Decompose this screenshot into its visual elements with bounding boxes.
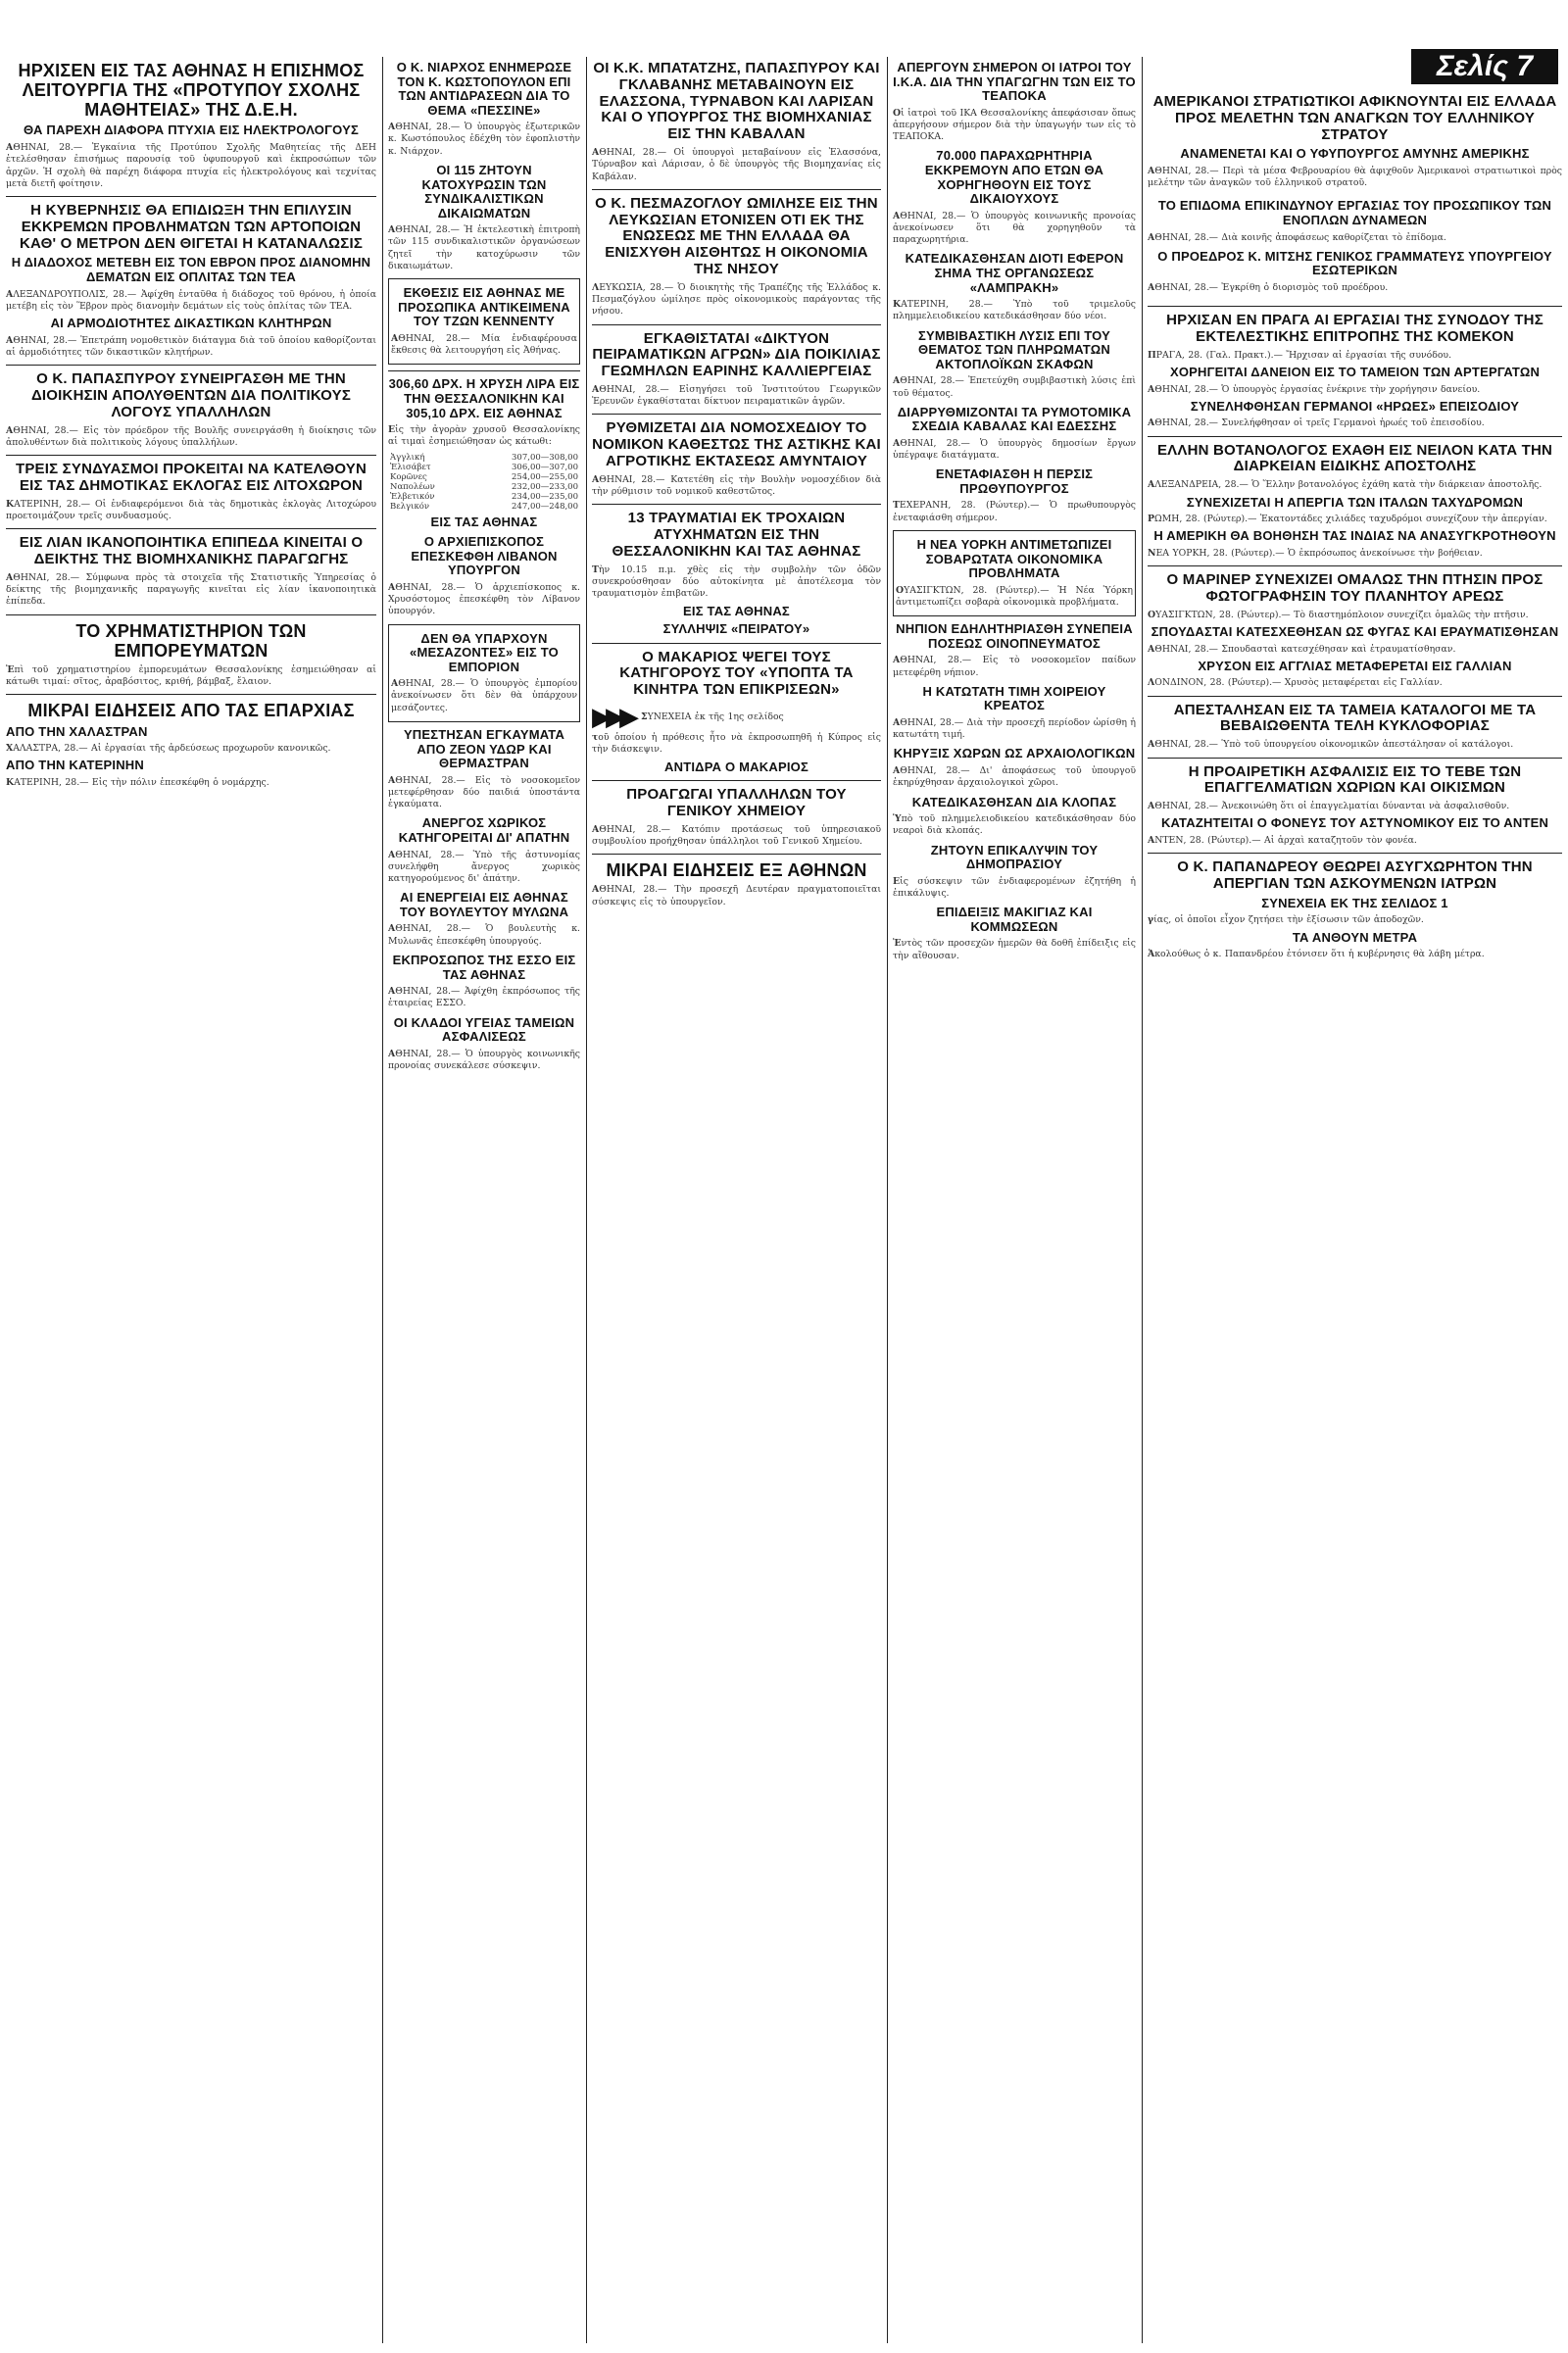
coin-price: 247,00—248,00: [512, 501, 578, 512]
headline: Ο ΑΡΧΙΕΠΙΣΚΟΠΟΣ ΕΠΕΣΚΕΦΘΗ ΛΙΒΑΝΟΝ ΥΠΟΥΡΓΟΝ: [411, 534, 558, 578]
subheadline: ΑΠΟ ΤΗΝ ΚΑΤΕΡΙΝΗΝ: [6, 758, 144, 773]
article: [388, 954, 580, 1010]
headline: Ο ΜΑΡΙΝΕΡ ΣΥΝΕΧΙΖΕΙ ΟΜΑΛΩΣ ΤΗΝ ΠΤΗΣΙΝ ΠΡΟΣ ΦΩΤΟΓΡΑΦΗΣΙΝ ΤΟΥ ΠΛΑΝΗΤΟΥ ΑΡΕΩΣ: [1166, 571, 1544, 605]
headline: ΕΠΙΔΕΙΞΙΣ ΜΑΚΙΓΙΑΖ ΚΑΙ ΚΟΜΜΩΣΕΩΝ: [936, 905, 1093, 934]
article-body: γίας, οἱ ὁποῖοι εἶχον ζητήσει τὴν ἐξίσωσιν τῶν ἀποδοχῶν.: [1148, 914, 1424, 926]
article-body: ΚΑΤΕΡΙΝΗ, 28.— Εἰς τὴν πόλιν ἐπεσκέφθη ὁ νομάρχης.: [6, 776, 270, 788]
article-body: ΚΑΤΕΡΙΝΗ, 28.— Ὑπὸ τοῦ τριμελοῦς πλημμελειοδικείου κατεδικάσθησαν δύο νέοι.: [893, 299, 1136, 322]
article-body: ΤΕΧΕΡΑΝΗ, 28. (Ρώυτερ).— Ὁ πρωθυπουργὸς ἐνεταφιάσθη σήμερον.: [893, 500, 1136, 523]
headline: ΗΡΧΙΣΕΝ ΕΙΣ ΤΑΣ ΑΘΗΝΑΣ Η ΕΠΙΣΗΜΟΣ ΛΕΙΤΟΥΡΓΙΑ ΤΗΣ «ΠΡΟΤΥΠΟΥ ΣΧΟΛΗΣ ΜΑΘΗΤΕΙΑΣ» ΤΗΣ Δ.Ε.Η.: [18, 61, 365, 121]
article: [893, 844, 1136, 901]
headline: ΥΠΕΣΤΗΣΑΝ ΕΓΚΑΥΜΑΤΑ ΑΠΟ ΖΕΟΝ ΥΔΩΡ ΚΑΙ ΘΕΡΜΑΣΤΡΑΝ: [403, 727, 565, 771]
headline: Η ΝΕΑ ΥΟΡΚΗ ΑΝΤΙΜΕΤΩΠΙΖΕΙ ΣΟΒΑΡΩΤΑΤΑ ΟΙΚΟΝΟΜΙΚΑ ΠΡΟΒΛΗΜΑΤΑ: [916, 537, 1112, 581]
article: [893, 685, 1136, 742]
subcolumn: [1148, 195, 1562, 300]
article: [592, 61, 881, 183]
article-body: ΑΘΗΝΑΙ, 28.— Ἀνεκοινώθη ὅτι οἱ ἐπαγγελματίαι δύνανται νὰ ἀσφαλισθοῦν.: [1148, 801, 1510, 812]
headline: ΚΗΡΥΞΙΣ ΧΩΡΩΝ ΩΣ ΑΡΧΑΙΟΛΟΓΙΚΩΝ: [893, 746, 1136, 761]
article: [893, 622, 1136, 679]
article: [1148, 313, 1562, 429]
headline: ΑΜΕΡΙΚΑΝΟΙ ΣΤΡΑΤΙΩΤΙΚΟΙ ΑΦΙΚΝΟΥΝΤΑΙ ΕΙΣ ΕΛΛΑΔΑ ΠΡΟΣ ΜΕΛΕΤΗΝ ΤΩΝ ΑΝΑΓΚΩΝ ΤΟΥ ΕΛΛΗΝΙΚΟΥ ΣΤΡΑΤΟΥ: [1152, 93, 1557, 143]
headline: Η ΚΥΒΕΡΝΗΣΙΣ ΘΑ ΕΠΙΔΙΩΞΗ ΤΗΝ ΕΠΙΛΥΣΙΝ ΕΚΚΡΕΜΩΝ ΠΡΟΒΛΗΜΑΤΩΝ ΤΩΝ ΑΡΤΟΠΟΙΩΝ ΚΑΘ' Ο ΜΕΤΡΟΝ ΔΕΝ ΘΙΓΕΤΑΙ Η ΚΑΤΑΝΑΛΩΣΙΣ: [19, 202, 364, 252]
article-body: ΑΘΗΝΑΙ, 28.— Διὰ τὴν προσεχῆ περίοδον ὡρίσθη ἡ κατωτάτη τιμή.: [893, 716, 1136, 741]
headline: ΚΑΤΕΔΙΚΑΣΘΗΣΑΝ ΔΙΑ ΚΛΟΠΑΣ: [911, 794, 1117, 809]
article-body: Τὴν 10.15 π.μ. χθὲς εἰς τὴν συμβολὴν τῶν ὁδῶν συνεκρούσθησαν δύο αὐτοκίνητα μὲ ἀποτέλεσμα τὸν τραυματισμὸν ἐπιβατῶν.: [592, 564, 881, 600]
coin-row: [388, 463, 580, 472]
article-body: ΑΘΗΝΑΙ, 28.— Εἰς τὸ νοσοκομεῖον παίδων μετεφέρθη νήπιον.: [893, 655, 1136, 678]
article-body: Ἐπὶ τοῦ χρηματιστηρίου ἐμπορευμάτων Θεσσαλονίκης ἐσημειώθησαν αἱ κάτωθι τιμαί: σῖτος, ἀραβόσιτος, κριθή, βάμβαξ, ἔλαιον.: [6, 663, 376, 688]
column-rule: [1142, 57, 1143, 2343]
article-body: ΧΑΛΑΣΤΡΑ, 28.— Αἱ ἐργασίαι τῆς ἀρδεύσεως προχωροῦν κανονικῶς.: [6, 743, 331, 755]
article-body: ΑΝΤΕΝ, 28. (Ρώυτερ).— Αἱ ἀρχαὶ καταζητοῦν τὸν φονέα.: [1148, 834, 1417, 846]
coin-name: Ἐλβετικόν: [390, 491, 435, 502]
article: [592, 196, 881, 319]
coin-price: 307,00—308,00: [512, 452, 578, 463]
coin-name: Κορῶνες: [390, 471, 427, 482]
article: [893, 747, 1136, 789]
article-body: ΟΥΑΣΙΓΚΤΩΝ, 28. (Ρώυτερ).— Τὸ διαστημόπλοιον συνεχίζει ὁμαλῶς τὴν πτῆσιν.: [1148, 609, 1529, 620]
article: [6, 203, 376, 359]
divider: [6, 694, 376, 695]
coin-price: 232,00—233,00: [512, 481, 578, 492]
article: [592, 331, 881, 409]
divider: [592, 780, 881, 781]
article-body: ΚΑΤΕΡΙΝΗ, 28.— Οἱ ἐνδιαφερόμενοι διὰ τὰς δημοτικὰς ἐκλογὰς Λιτοχώρου προετοιμάζουν τρεῖς συνδυασμούς.: [6, 498, 376, 521]
article-body: ΑΘΗΝΑΙ, 28.— Τὴν προσεχῆ Δευτέραν πραγματοποιεῖται σύσκεψις εἰς τὸ ὑπουργεῖον.: [592, 884, 881, 907]
headline: ΤΡΕΙΣ ΣΥΝΔΥΑΣΜΟΙ ΠΡΟΚΕΙΤΑΙ ΝΑ ΚΑΤΕΛΘΟΥΝ ΕΙΣ ΤΑΣ ΔΗΜΟΤΙΚΑΣ ΕΚΛΟΓΑΣ ΕΙΣ ΛΙΤΟΧΩΡΟΝ: [15, 461, 368, 494]
article-boxed: [388, 624, 580, 722]
article-body: ΑΘΗΝΑΙ, 28.— Ἀφίχθη ἐκπρόσωπος τῆς ἑταιρείας ΕΣΣΟ.: [388, 986, 580, 1009]
article: [1148, 859, 1562, 960]
article-body: ΝΕΑ ΥΟΡΚΗ, 28. (Ρώυτερ).— Ὁ ἐκπρόσωπος ἀνεκοίνωσε τὴν βοήθειαν.: [1148, 547, 1483, 559]
coin-row: [388, 502, 580, 512]
article: [6, 371, 376, 449]
divider: [1148, 565, 1562, 566]
headline: ΣΥΜΒΙΒΑΣΤΙΚΗ ΛΥΣΙΣ ΕΠΙ ΤΟΥ ΘΕΜΑΤΟΣ ΤΩΝ ΠΛΗΡΩΜΑΤΩΝ ΑΚΤΟΠΛΟΪΚΩΝ ΣΚΑΦΩΝ: [918, 327, 1110, 371]
divider: [592, 189, 881, 190]
headline: Ο Κ. ΠΑΠΑΣΠΥΡΟΥ ΣΥΝΕΙΡΓΑΣΘΗ ΜΕ ΤΗΝ ΔΙΟΙΚΗΣΙΝ ΑΠΟΛΥΘΕΝΤΩΝ ΔΙΑ ΠΟΛΙΤΙΚΟΥΣ ΛΟΓΟΥΣ ΥΠΑΛΛΗΛΩΝ: [30, 370, 352, 420]
article-body: ΑΘΗΝΑΙ, 28.— Δι' ἀποφάσεως τοῦ ὑπουργοῦ ἐκηρύχθησαν ἀρχαιολογικοὶ χῶροι.: [893, 764, 1136, 789]
coin-price: 234,00—235,00: [512, 491, 578, 502]
subheadline: ΣΥΝΕΧΙΖΕΤΑΙ Η ΑΠΕΡΓΙΑ ΤΩΝ ΙΤΑΛΩΝ ΤΑΧΥΔΡΟΜΩΝ: [1186, 494, 1524, 510]
headline: ΟΙ ΚΛΑΔΟΙ ΥΓΕΙΑΣ ΤΑΜΕΙΩΝ ΑΣΦΑΛΙΣΕΩΣ: [393, 1014, 575, 1045]
column-4: [893, 57, 1136, 2353]
divider: [1148, 758, 1562, 759]
article-boxed: [893, 530, 1136, 616]
column-rule: [586, 57, 587, 2343]
coin-row: [388, 492, 580, 502]
article-body: ΑΘΗΝΑΙ, 28.— Ὁ ὑπουργὸς κοινωνικῆς προνοίας συνεκάλεσε σύσκεψιν.: [388, 1048, 580, 1071]
headline: ΖΗΤΟΥΝ ΕΠΙΚΑΛΥΨΙΝ ΤΟΥ ΔΗΜΟΠΡΑΣΙΟΥ: [930, 842, 1099, 872]
article: [388, 61, 580, 158]
coin-row: [388, 472, 580, 482]
article-body: ΑΘΗΝΑΙ, 28.— Ὁ ὑπουργὸς ἐργασίας ἐνέκρινε τὴν χορήγησιν δανείου.: [1148, 383, 1481, 395]
article-body: ΑΘΗΝΑΙ, 28.— Ἐπετεύχθη συμβιβαστικὴ λύσις ἐπὶ τοῦ θέματος.: [893, 375, 1136, 399]
continuation-row: [592, 703, 881, 732]
article-body: τοῦ ὁποίου ἡ πρόθεσις ἦτο νὰ ἐκπροσωπηθῆ ἡ Κύπρος εἰς τὴν διάσκεψιν.: [592, 732, 881, 756]
article-body: ΑΘΗΝΑΙ, 28.— Ἡ ἐκτελεστικὴ ἐπιτροπὴ τῶν 115 συνδικαλιστικῶν ὀργανώσεων ζητεῖ τὴν κατοχύρωσιν τῶν δικαιωμάτων.: [388, 224, 580, 271]
article: [893, 252, 1136, 322]
headline: ΚΑΤΕΔΙΚΑΣΘΗΣΑΝ ΔΙΟΤΙ ΕΦΕΡΟΝ ΣΗΜΑ ΤΗΣ ΟΡΓΑΝΩΣΕΩΣ «ΛΑΜΠΡΑΚΗ»: [905, 251, 1124, 295]
article-body: ΑΘΗΝΑΙ, 28.— Ὑπὸ τοῦ ὑπουργείου οἰκονομικῶν ἀπεστάλησαν οἱ κατάλογοι.: [1148, 739, 1514, 751]
article-body: ΑΘΗΝΑΙ, 28.— Περὶ τὰ μέσα Φεβρουαρίου θὰ ἀφιχθοῦν Ἀμερικανοὶ στρατιωτικοὶ πρὸς μελέτην τῶν ἀναγκῶν τοῦ ἑλληνικοῦ στρατοῦ.: [1148, 165, 1562, 189]
article: [388, 816, 580, 885]
headline: ΤΟ ΕΠΙΔΟΜΑ ΕΠΙΚΙΝΔΥΝΟΥ ΕΡΓΑΣΙΑΣ ΤΟΥ ΠΡΟΣΩΠΙΚΟΥ ΤΩΝ ΕΝΟΠΛΩΝ ΔΥΝΑΜΕΩΝ: [1157, 198, 1552, 228]
article: [6, 621, 376, 689]
article: [1148, 703, 1562, 752]
article: [388, 164, 580, 272]
divider: [1148, 436, 1562, 437]
headline: ΔΕΝ ΘΑ ΥΠΑΡΧΟΥΝ «ΜΕΣΑΖΟΝΤΕΣ» ΕΙΣ ΤΟ ΕΜΠΟΡΙΟΝ: [410, 630, 559, 674]
subheadline: ΧΟΡΗΓΕΙΤΑΙ ΔΑΝΕΙΟΝ ΕΙΣ ΤΟ ΤΑΜΕΙΟΝ ΤΩΝ ΑΡΤΕΡΓΑΤΩΝ: [1169, 365, 1541, 380]
coin-name: Ἀγγλική: [390, 452, 425, 463]
coin-row: [388, 482, 580, 492]
headline: ΕΚΘΕΣΙΣ ΕΙΣ ΑΘΗΝΑΣ ΜΕ ΠΡΟΣΩΠΙΚΑ ΑΝΤΙΚΕΙΜΕΝΑ ΤΟΥ ΤΖΩΝ ΚΕΝΝΕΝΤΥ: [398, 285, 570, 329]
article-body: ΑΘΗΝΑΙ, 28.— Ὁ ὑπουργὸς ἐξωτερικῶν κ. Κωστόπουλος ἐδέχθη τὸν ἐφοπλιστὴν κ. Νιάρχον.: [388, 122, 580, 157]
coin-row: [388, 453, 580, 463]
divider: [1148, 696, 1562, 697]
article: [6, 701, 376, 789]
article: [388, 1016, 580, 1073]
headline: Η ΠΡΟΑΙΡΕΤΙΚΗ ΑΣΦΑΛΙΣΙΣ ΕΙΣ ΤΟ ΤΕΒΕ ΤΩΝ ΕΠΑΓΓΕΛΜΑΤΙΩΝ ΧΩΡΙΩΝ ΚΑΙ ΟΙΚΙΣΜΩΝ: [1188, 762, 1522, 797]
article-body: Ἀκολούθως ὁ κ. Παπανδρέου ἐτόνισεν ὅτι ἡ κυβέρνησις θὰ λάβη μέτρα.: [1148, 949, 1485, 960]
coin-name: Ἐλισάβετ: [390, 462, 431, 472]
article-body: ΑΘΗΝΑΙ, 28.— Ὁ βουλευτὴς κ. Μυλωνᾶς ἐπεσκέφθη ὑπουργούς.: [388, 923, 580, 947]
divider: [1148, 853, 1562, 854]
subheadline: ΕΙΣ ΤΑΣ ΑΘΗΝΑΣ: [430, 514, 538, 529]
article: [388, 535, 580, 617]
divider: [6, 455, 376, 456]
article: [592, 420, 881, 498]
article: [1148, 443, 1562, 560]
article-body: Εἰς σύσκεψιν τῶν ἐνδιαφερομένων ἐζητήθη ἡ ἐπικάλυψις.: [893, 875, 1136, 899]
subheadline: ΣΥΝΕΛΗΦΘΗΣΑΝ ΓΕΡΜΑΝΟΙ «ΗΡΩΕΣ» ΕΠΕΙΣΟΔΙΟΥ: [1190, 398, 1520, 414]
headline: ΟΙ 115 ΖΗΤΟΥΝ ΚΑΤΟΧΥΡΩΣΙΝ ΤΩΝ ΣΥΝΔΙΚΑΛΙΣΤΙΚΩΝ ΔΙΚΑΙΩΜΑΤΩΝ: [421, 162, 547, 221]
headline: ΝΗΠΙΟΝ ΕΔΗΛΗΤΗΡΙΑΣΘΗ ΣΥΝΕΠΕΙΑ ΠΟΣΕΩΣ ΟΙΝΟΠΝΕΥΜΑΤΟΣ: [896, 621, 1133, 651]
article: [1148, 764, 1562, 848]
divider: [6, 614, 376, 615]
page-number-banner: Σελίς 7: [1411, 49, 1558, 84]
column-1: [6, 57, 376, 2353]
headline: ΕΚΠΡΟΣΩΠΟΣ ΤΗΣ ΕΣΣΟ ΕΙΣ ΤΑΣ ΑΘΗΝΑΣ: [392, 952, 576, 982]
article: [1148, 250, 1562, 294]
divider: [592, 504, 881, 505]
article-body: ΡΩΜΗ, 28. (Ρώυτερ).— Ἐκατοντάδες χιλιάδες ταχυδρόμοι συνεχίζουν τὴν ἀπεργίαν.: [1148, 514, 1547, 525]
subheadline: ΚΑΤΑΖΗΤΕΙΤΑΙ Ο ΦΟΝΕΥΣ ΤΟΥ ΑΣΤΥΝΟΜΙΚΟΥ ΕΙΣ ΤΟ ΑΝΤΕΝ: [1160, 815, 1549, 831]
article-body: ΑΘΗΝΑΙ, 28.— Ὁ ἀρχιεπίσκοπος κ. Χρυσόστομος ἐπεσκέφθη τὸν Λίβανον ὑπουργόν.: [388, 581, 580, 617]
article-body: ΛΕΥΚΩΣΙΑ, 28.— Ὁ διοικητὴς τῆς Τραπέζης τῆς Ἑλλάδος κ. Πεσμαζόγλου ὡμίλησε πρὸς οἰκονομικοὺς παράγοντας τῆς νήσου.: [592, 281, 881, 318]
headline: Ο Κ. ΝΙΑΡΧΟΣ ΕΝΗΜΕΡΩΣΕ ΤΟΝ Κ. ΚΩΣΤΟΠΟΥΛΟΝ ΕΠΙ ΤΩΝ ΑΝΤΙΔΡΑΣΕΩΝ ΔΙΑ ΤΟ ΘΕΜΑ «ΠΕΣΣΙΝΕ»: [396, 60, 572, 118]
article-body: ΑΘΗΝΑΙ, 28.— Ὁ ὑπουργὸς κοινωνικῆς προνοίας ἀνεκοίνωσεν ὅτι θὰ χορηγηθοῦν τὰ παραχωρητήρια.: [893, 210, 1136, 246]
divider: [592, 643, 881, 644]
headline: 70.000 ΠΑΡΑΧΩΡΗΤΗΡΙΑ ΕΚΚΡΕΜΟΥΝ ΑΠΟ ΕΤΩΝ ΘΑ ΧΟΡΗΓΗΘΟΥΝ ΕΙΣ ΤΟΥΣ ΔΙΚΑΙΟΥΧΟΥΣ: [924, 148, 1104, 207]
article-body: ΑΘΗΝΑΙ, 28.— Ὁ ὑπουργὸς ἐμπορίου ἀνεκοίνωσεν ὅτι δὲν θὰ ὑπάρχουν μεσάζοντες.: [391, 678, 577, 713]
headline: ΕΝΕΤΑΦΙΑΣΘΗ Η ΠΕΡΣΙΣ ΠΡΩΘΥΠΟΥΡΓΟΣ: [935, 466, 1094, 496]
arrow-icon: ▶▶▶: [592, 703, 633, 733]
subheadline: ΑΝΑΜΕΝΕΤΑΙ ΚΑΙ Ο ΥΦΥΠΟΥΡΓΟΣ ΑΜΥΝΗΣ ΑΜΕΡΙΚΗΣ: [1180, 146, 1530, 162]
two-column-block: [1148, 195, 1562, 300]
column-2: [388, 57, 580, 2353]
subheadline: ΧΡΥΣΟΝ ΕΙΣ ΑΓΓΛΙΑΣ ΜΕΤΑΦΕΡΕΤΑΙ ΕΙΣ ΓΑΛΛΙΑΝ: [1198, 658, 1512, 673]
subheadline: ΣΥΛΛΗΨΙΣ «ΠΕΙΡΑΤΟΥ»: [662, 621, 810, 637]
headline: ΕΓΚΑΘΙΣΤΑΤΑΙ «ΔΙΚΤΥΟΝ ΠΕΙΡΑΜΑΤΙΚΩΝ ΑΓΡΩΝ» ΔΙΑ ΠΟΙΚΙΛΙΑΣ ΓΕΩΜΗΛΩΝ ΕΑΡΙΝΗΣ ΚΑΛΛΙΕΡΓΕΙΑΣ: [592, 329, 881, 380]
article: [893, 406, 1136, 463]
headline: ΜΙΚΡΑΙ ΕΙΔΗΣΕΙΣ ΑΠΟ ΤΑΣ ΕΠΑΡΧΙΑΣ: [27, 701, 355, 721]
article-body: ΑΘΗΝΑΙ, 28.— Ἐγκρίθη ὁ διορισμὸς τοῦ προέδρου.: [1148, 281, 1389, 293]
article-body: ΑΘΗΝΑΙ, 28.— Διὰ κοινῆς ἀποφάσεως καθορίζεται τὸ ἐπίδομα.: [1148, 231, 1446, 243]
article-body: ΟΥΑΣΙΓΚΤΩΝ, 28. (Ρώυτερ).— Ἡ Νέα Ὑόρκη ἀντιμετωπίζει σοβαρὰ οἰκονομικὰ προβλήματα.: [896, 584, 1133, 608]
headline: Ο ΜΑΚΑΡΙΟΣ ΨΕΓΕΙ ΤΟΥΣ ΚΑΤΗΓΟΡΟΥΣ ΤΟΥ «ΥΠΟΠΤΑ ΤΑ ΚΙΝΗΤΡΑ ΤΩΝ ΕΠΙΚΡΙΣΕΩΝ»: [619, 648, 854, 699]
column-rule: [887, 57, 888, 2343]
subheadline: ΘΑ ΠΑΡΕΧΗ ΔΙΑΦΟΡΑ ΠΤΥΧΙΑ ΕΙΣ ΗΛΕΚΤΡΟΛΟΓΟΥΣ: [24, 123, 359, 138]
article-body: ΑΘΗΝΑΙ, 28.— Ὁ ὑπουργὸς δημοσίων ἔργων ὑπέγραψε διατάγματα.: [893, 437, 1136, 462]
article: [893, 149, 1136, 246]
article-body: ΑΘΗΝΑΙ, 28.— Ἐπετράπη νομοθετικὸν διάταγμα διὰ τοῦ ὁποίου καθορίζονται αἱ ἁρμοδιότητες τῶν δικαστικῶν κλητήρων.: [6, 334, 376, 358]
headline: ΑΠΕΣΤΑΛΗΣΑΝ ΕΙΣ ΤΑ ΤΑΜΕΙΑ ΚΑΤΑΛΟΓΟΙ ΜΕ ΤΑ ΒΕΒΑΙΩΘΕΝΤΑ ΤΕΛΗ ΚΥΚΛΟΦΟΡΙΑΣ: [1173, 701, 1537, 735]
headline: Ο ΠΡΟΕΔΡΟΣ Κ. ΜΙΤΣΗΣ ΓΕΝΙΚΟΣ ΓΡΑΜΜΑΤΕΥΣ ΥΠΟΥΡΓΕΙΟΥ ΕΣΩΤΕΡΙΚΩΝ: [1157, 248, 1552, 278]
headline: ΕΙΣ ΛΙΑΝ ΙΚΑΝΟΠΟΙΗΤΙΚΑ ΕΠΙΠΕΔΑ ΚΙΝΕΙΤΑΙ Ο ΔΕΙΚΤΗΣ ΤΗΣ ΒΙΟΜΗΧΑΝΙΚΗΣ ΠΑΡΑΓΩΓΗΣ: [19, 534, 364, 568]
subheadline: ΑΠΟ ΤΗΝ ΧΑΛΑΣΤΡΑΝ: [6, 723, 148, 739]
coin-price: 306,00—307,00: [512, 462, 578, 472]
divider: [388, 370, 580, 371]
headline: ΔΙΑΡΡΥΘΜΙΖΟΝΤΑΙ ΤΑ ΡΥΜΟΤΟΜΙΚΑ ΣΧΕΔΙΑ ΚΑΒΑΛΑΣ ΚΑΙ ΕΔΕΣΣΗΣ: [897, 404, 1132, 434]
article: [592, 860, 881, 908]
continuation-note: ΣΥΝΕΧΕΙΑ ἐκ τῆς 1ης σελίδος: [641, 711, 784, 722]
headline: Ο Κ. ΠΑΠΑΝΔΡΕΟΥ ΘΕΩΡΕΙ ΑΣΥΓΧΩΡΗΤΟΝ ΤΗΝ ΑΠΕΡΓΙΑΝ ΤΩΝ ΑΣΚΟΥΜΕΝΩΝ ΙΑΤΡΩΝ: [1177, 858, 1533, 892]
subheadline: Η ΔΙΑΔΟΧΟΣ ΜΕΤΕΒΗ ΕΙΣ ΤΟΝ ΕΒΡΟΝ ΠΡΟΣ ΔΙΑΝΟΜΗΝ ΔΕΜΑΤΩΝ ΕΙΣ ΟΠΛΙΤΑΣ ΤΩΝ ΤΕΑ: [11, 255, 371, 285]
divider: [592, 324, 881, 325]
article-body: Οἱ ἰατροὶ τοῦ ΙΚΑ Θεσσαλονίκης ἀπεφάσισαν ὅπως ἀπεργήσουν σήμερον διὰ τὴν ὑπαγωγήν των εἰς τὸ ΤΕΑΠΟΚΑ.: [893, 107, 1136, 143]
headline: ΕΛΛΗΝ ΒΟΤΑΝΟΛΟΓΟΣ ΕΧΑΘΗ ΕΙΣ ΝΕΙΛΟΝ ΚΑΤΑ ΤΗΝ ΔΙΑΡΚΕΙΑΝ ΕΙΔΙΚΗΣ ΑΠΟΣΤΟΛΗΣ: [1156, 441, 1553, 475]
coin-price: 254,00—255,00: [512, 471, 578, 482]
headline: ΟΙ Κ.Κ. ΜΠΑΤΑΤΖΗΣ, ΠΑΠΑΣΠΥΡΟΥ ΚΑΙ ΓΚΛΑΒΑΝΗΣ ΜΕΤΑΒΑΙΝΟΥΝ ΕΙΣ ΕΛΑΣΣΟΝΑ, ΤΥΡΝΑΒΟΝ ΚΑΙ ΛΑΡΙΣΑΝ ΚΑΙ Ο ΥΠΟΥΡΓΟΣ ΤΗΣ ΒΙΟΜΗΧΑΝΙΑΣ ΕΙΣ ΤΗΝ ΚΑΒΑΛΑΝ: [593, 60, 880, 143]
headline: ΜΙΚΡΑΙ ΕΙΔΗΣΕΙΣ ΕΞ ΑΘΗΝΩΝ: [606, 860, 867, 881]
divider: [592, 854, 881, 855]
headline: ΡΥΘΜΙΖΕΤΑΙ ΔΙΑ ΝΟΜΟΣΧΕΔΙΟΥ ΤΟ ΝΟΜΙΚΟΝ ΚΑΘΕΣΤΩΣ ΤΗΣ ΑΣΤΙΚΗΣ ΚΑΙ ΑΓΡΟΤΙΚΗΣ ΕΚΤΑΣΕΩΣ ΑΜΥΝΤΑΙΟΥ: [592, 419, 881, 470]
article-body: ΑΘΗΝΑΙ, 28.— Κατετέθη εἰς τὴν Βουλὴν νομοσχέδιον διὰ τὴν ρύθμισιν τοῦ νομικοῦ καθεστῶτος.: [592, 473, 881, 498]
headline: ΠΡΟΑΓΩΓΑΙ ΥΠΑΛΛΗΛΩΝ ΤΟΥ ΓΕΝΙΚΟΥ ΧΗΜΕΙΟΥ: [626, 786, 847, 819]
article-body: ΑΛΕΞΑΝΔΡΕΙΑ, 28.— Ὁ Ἕλλην βοτανολόγος ἐχάθη κατὰ τὴν διάρκειαν ἀποστολῆς.: [1148, 479, 1543, 491]
gold-price-table: [388, 453, 580, 512]
article: [893, 61, 1136, 143]
article-body: ΑΘΗΝΑΙ, 28.— Εἰς τὸ νοσοκομεῖον μετεφέρθησαν δύο παιδιά ὑποστάντα ἐγκαύματα.: [388, 774, 580, 810]
article: [6, 535, 376, 608]
article: [893, 467, 1136, 524]
article-body: ΑΘΗΝΑΙ, 28.— Οἱ ὑπουργοὶ μεταβαίνουν εἰς Ἐλασσόνα, Τύρναβον καὶ Λάρισαν, ὁ δὲ ὑπουργὸς τῆς Βιομηχανίας εἰς Καβάλαν.: [592, 146, 881, 182]
article: [592, 650, 881, 774]
headline: ΑΝΕΡΓΟΣ ΧΩΡΙΚΟΣ ΚΑΤΗΓΟΡΕΙΤΑΙ ΔΙ' ΑΠΑΤΗΝ: [398, 815, 570, 845]
headline: ΗΡΧΙΣΑΝ ΕΝ ΠΡΑΓΑ ΑΙ ΕΡΓΑΣΙΑΙ ΤΗΣ ΣΥΝΟΔΟΥ ΤΗΣ ΕΚΤΕΛΕΣΤΙΚΗΣ ΕΠΙΤΡΟΠΗΣ ΤΗΣ ΚΟΜΕΚΟΝ: [1166, 312, 1544, 345]
article-body: ΑΘΗΝΑΙ, 28.— Ἐγκαίνια τῆς Προτύπου Σχολῆς Μαθητείας τῆς ΔΕΗ ἐτελέσθησαν ἐπισήμως παρουσίᾳ τοῦ ὑφυπουργοῦ καὶ ἐκπροσώπων τῶν ἀρχῶν. Ἡ σχολὴ θὰ παρέχη διάφορα πτυχία εἰς ἠλεκτρολόγους καὶ τεχνίτας μετὰ διετῆ φοίτησιν.: [6, 142, 376, 189]
article-body: Ἐντὸς τῶν προσεχῶν ἡμερῶν θὰ δοθῆ ἐπίδειξις εἰς τὴν αἴθουσαν.: [893, 938, 1136, 961]
subheadline: ΣΠΟΥΔΑΣΤΑΙ ΚΑΤΕΣΧΕΘΗΣΑΝ ΩΣ ΦΥΓΑΣ ΚΑΙ ΕΡΑΥΜΑΤΙΣΘΗΣΑΝ: [1151, 624, 1559, 640]
subheadline: ΤΑ ΑΝΘΟΥΝ ΜΕΤΡΑ: [1292, 929, 1418, 945]
headline: Η ΚΑΤΩΤΑΤΗ ΤΙΜΗ ΧΟΙΡΕΙΟΥ ΚΡΕΑΤΟΣ: [922, 683, 1106, 713]
article-body: ΑΘΗΝΑΙ, 28.— Κατόπιν προτάσεως τοῦ ὑπηρεσιακοῦ συμβουλίου προήχθησαν ὑπάλληλοι τοῦ Γενικοῦ Χημείου.: [592, 823, 881, 848]
column-3: [592, 57, 881, 2353]
headline: ΑΙ ΕΝΕΡΓΕΙΑΙ ΕΙΣ ΑΘΗΝΑΣ ΤΟΥ ΒΟΥΛΕΥΤΟΥ ΜΥΛΩΝΑ: [399, 890, 569, 919]
article-body: ΑΛΕΞΑΝΔΡΟΥΠΟΛΙΣ, 28.— Ἀφίχθη ἐνταῦθα ἡ διάδοχος τοῦ θρόνου, ἡ ὁποία μετέβη εἰς τὸν Ἕβρον πρὸς διανομὴν δεμάτων εἰς τοὺς ὁπλίτας τῶν ΤΕΑ.: [6, 288, 376, 312]
article-body: ΛΟΝΔΙΝΟΝ, 28. (Ρώυτερ).— Χρυσὸς μεταφέρεται εἰς Γαλλίαν.: [1148, 677, 1443, 689]
divider: [1148, 306, 1562, 307]
article: [592, 511, 881, 636]
subheadline: ΣΥΝΕΧΕΙΑ ΕΚ ΤΗΣ ΣΕΛΙΔΟΣ 1: [1261, 895, 1448, 910]
article: [893, 906, 1136, 962]
article-body: ΑΘΗΝΑΙ, 28.— Μία ἐνδιαφέρουσα ἔκθεσις θὰ λειτουργήση εἰς Ἀθήνας.: [391, 332, 577, 357]
divider: [6, 196, 376, 197]
subheadline: Η ΑΜΕΡΙΚΗ ΘΑ ΒΟΗΘΗΣΗ ΤΑΣ ΙΝΔΙΑΣ ΝΑ ΑΝΑΣΥΓΚΡΟΤΗΘΟΥΝ: [1153, 528, 1556, 544]
article-body: ΑΘΗΝΑΙ, 28.— Εἰς τὸν πρόεδρον τῆς Βουλῆς συνειργάσθη ἡ διοίκησις τῶν ἀπολυθέντων διὰ πολιτικοὺς λόγους ὑπαλλήλων.: [6, 424, 376, 448]
article: [388, 891, 580, 948]
subheadline: ΑΙ ΑΡΜΟΔΙΟΤΗΤΕΣ ΔΙΚΑΣΤΙΚΩΝ ΚΛΗΤΗΡΩΝ: [50, 316, 332, 331]
article: [893, 796, 1136, 838]
article: [893, 329, 1136, 400]
headline: 13 ΤΡΑΥΜΑΤΙΑΙ ΕΚ ΤΡΟΧΑΙΩΝ ΑΤΥΧΗΜΑΤΩΝ ΕΙΣ ΤΗΝ ΘΕΣΣΑΛΟΝΙΚΗΝ ΚΑΙ ΤΑΣ ΑΘΗΝΑΣ: [612, 510, 861, 560]
article-body: ΑΘΗΝΑΙ, 28.— Σύμφωνα πρὸς τὰ στοιχεῖα τῆς Στατιστικῆς Ὑπηρεσίας ὁ δείκτης τῆς βιομηχανικῆς παραγωγῆς κινεῖται εἰς λίαν ἱκανοποιητικὰ ἐπίπεδα.: [6, 571, 376, 608]
article-body: ΑΘΗΝΑΙ, 28.— Σπουδασταὶ κατεσχέθησαν καὶ ἐτραυματίσθησαν.: [1148, 643, 1456, 655]
divider: [6, 528, 376, 529]
headline: 306,60 ΔΡΧ. Η ΧΡΥΣΗ ΛΙΡΑ ΕΙΣ ΤΗΝ ΘΕΣΣΑΛΟΝΙΚΗΝ ΚΑΙ 305,10 ΔΡΧ. ΕΙΣ ΑΘΗΝΑΣ: [388, 376, 580, 420]
headline: ΤΟ ΧΡΗΜΑΤΙΣΤΗΡΙΟΝ ΤΩΝ ΕΜΠΟΡΕΥΜΑΤΩΝ: [75, 620, 307, 661]
article: [388, 728, 580, 810]
column-5: [1148, 90, 1562, 2353]
headline: ΑΠΕΡΓΟΥΝ ΣΗΜΕΡΟΝ ΟΙ ΙΑΤΡΟΙ ΤΟΥ Ι.Κ.Α. ΔΙΑ ΤΗΝ ΥΠΑΓΩΓΗΝ ΤΩΝ ΕΙΣ ΤΟ ΤΕΑΠΟΚΑ: [893, 60, 1136, 104]
divider: [6, 365, 376, 366]
column-rule: [382, 57, 383, 2343]
divider: [592, 414, 881, 415]
article: [1148, 94, 1562, 189]
article: [6, 61, 376, 190]
headline: Ο Κ. ΠΕΣΜΑΖΟΓΛΟΥ ΩΜΙΛΗΣΕ ΕΙΣ ΤΗΝ ΛΕΥΚΩΣΙΑΝ ΕΤΟΝΙΣΕΝ ΟΤΙ ΕΚ ΤΗΣ ΕΝΩΣΕΩΣ ΜΕ ΤΗΝ ΕΛΛΑΔΑ ΘΑ ΕΝΙΣΧΥΘΗ ΑΙΣΘΗΤΩΣ Η ΟΙΚΟΝΟΜΙΑ ΤΗΣ ΝΗΣΟΥ: [595, 194, 878, 277]
article-boxed: [388, 278, 580, 365]
subheadline: ΕΙΣ ΤΑΣ ΑΘΗΝΑΣ: [683, 603, 790, 618]
article: [1148, 572, 1562, 689]
subheadline: ΑΝΤΙΔΡΑ Ο ΜΑΚΑΡΙΟΣ: [664, 759, 808, 774]
article-body: Εἰς τὴν ἀγορὰν χρυσοῦ Θεσσαλονίκης αἱ τιμαὶ ἐσημειώθησαν ὡς κάτωθι:: [388, 424, 580, 448]
article-body: ΠΡΑΓΑ, 28. (Γαλ. Πρακτ.).— Ἤρχισαν αἱ ἐργασίαι τῆς συνόδου.: [1148, 349, 1452, 361]
article-body: ΑΘΗΝΑΙ, 28.— Εἰσηγήσει τοῦ Ἰνστιτούτου Γεωργικῶν Ἐρευνῶν ἐγκαθίσταται δίκτυον πειραματικῶν ἀγρῶν.: [592, 383, 881, 408]
article-body: ΑΘΗΝΑΙ, 28.— Συνελήφθησαν οἱ τρεῖς Γερμανοὶ ἡρωές τοῦ ἐπεισοδίου.: [1148, 417, 1485, 429]
article: [388, 377, 580, 529]
article: [1148, 199, 1562, 243]
article-body: Ὑπὸ τοῦ πλημμελειοδικείου κατεδικάσθησαν δύο νεαροὶ διὰ κλοπάς.: [893, 813, 1136, 837]
coin-name: Βελγικόν: [390, 501, 430, 512]
coin-name: Ναπολέων: [390, 481, 435, 492]
article: [592, 787, 881, 848]
article: [6, 462, 376, 522]
article-body: ΑΘΗΝΑΙ, 28.— Ὑπὸ τῆς ἀστυνομίας συνελήφθη ἄνεργος χωρικὸς κατηγορούμενος δι' ἀπάτην.: [388, 849, 580, 885]
